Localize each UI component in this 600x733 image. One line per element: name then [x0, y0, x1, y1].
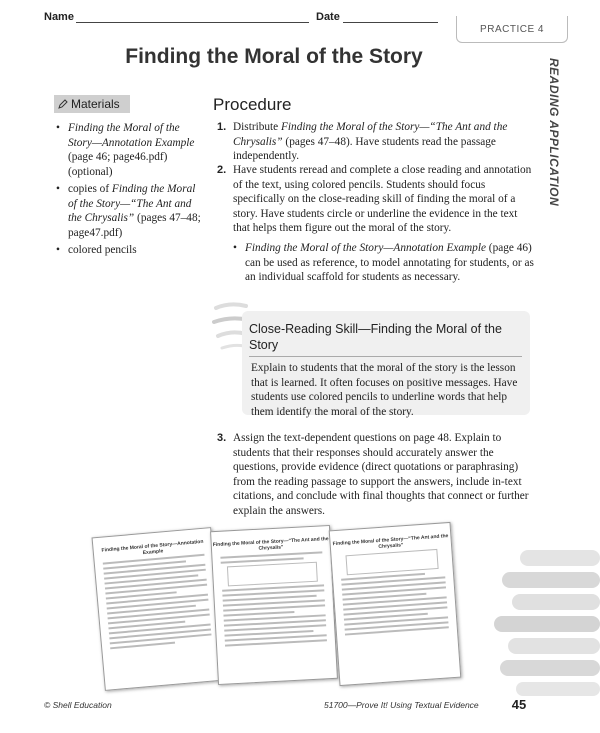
- decorative-stripes: [482, 548, 600, 698]
- page-title: Finding the Moral of the Story: [125, 45, 423, 68]
- close-reading-callout: [242, 311, 530, 418]
- list-item: • copies of Finding the Moral of the Story—“The Ant and the Chrysalis” (pages 47–48; page47.pdf): [54, 182, 206, 240]
- thumbnail-annotation-example: Finding the Moral of the Story—Annotation Example: [92, 527, 225, 691]
- callout-title: Close-Reading Skill—Finding the Moral of the Story: [249, 322, 502, 352]
- step-1: 1. Distribute Finding the Moral of the Story—“The Ant and the Chrysalis” (pages 47–48). Have students read the passage independently.: [217, 121, 508, 162]
- callout-text: Explain to students that the moral of the story is the lesson that is learned. It often focuses on positive messages. Have students use colored pencils to underline words that help them identify the moral of the story.: [251, 362, 518, 418]
- step-2-bullet: • Finding the Moral of the Story—Annotation Example (page 46) can be used as reference, to model annotating for students, or as an individual scaffold for students as necessary.: [233, 242, 534, 283]
- side-label: READING APPLICATION: [547, 58, 561, 207]
- footer-book-title: 51700—Prove It! Using Textual Evidence: [324, 700, 479, 710]
- page-number: 45: [511, 696, 527, 712]
- name-label: Name: [44, 11, 74, 23]
- footer-copyright: © Shell Education: [44, 700, 112, 710]
- pencil-icon: [58, 99, 68, 109]
- list-item: • Finding the Moral of the Story—Annotation Example (page 46; page46.pdf) (optional): [54, 121, 206, 179]
- materials-list: [54, 121, 206, 261]
- materials-heading: Materials: [54, 95, 130, 113]
- callout-divider: [249, 356, 522, 357]
- thumbnail-questions: Finding the Moral of the Story—“The Ant and the Chrysalis”: [329, 522, 462, 686]
- practice-tab: PRACTICE 4: [456, 16, 568, 43]
- list-item: • colored pencils: [54, 243, 206, 258]
- procedure-heading: Procedure: [213, 95, 292, 114]
- name-line[interactable]: [76, 22, 309, 23]
- date-label: Date: [316, 11, 340, 23]
- thumbnail-passage: Finding the Moral of the Story—“The Ant and the Chrysalis”: [210, 525, 338, 685]
- step-3: 3. Assign the text-dependent questions on page 48. Explain to students that their responses should accurately answer the questions, provide evidence (direct quotations or paraphrasing) from the reading passage to support the answers, include in-text citations, and conclude with final thoughts that connect or further explain the answers.: [217, 432, 529, 517]
- date-line[interactable]: [343, 22, 438, 23]
- step-2: 2. Have students reread and complete a close reading and annotation of the text, using colored pencils. Students should focus specifically on the close-reading skill of finding the moral of a story. Have students circle or underline the evidence in the text that helps them figure out the moral of the story.: [217, 164, 532, 234]
